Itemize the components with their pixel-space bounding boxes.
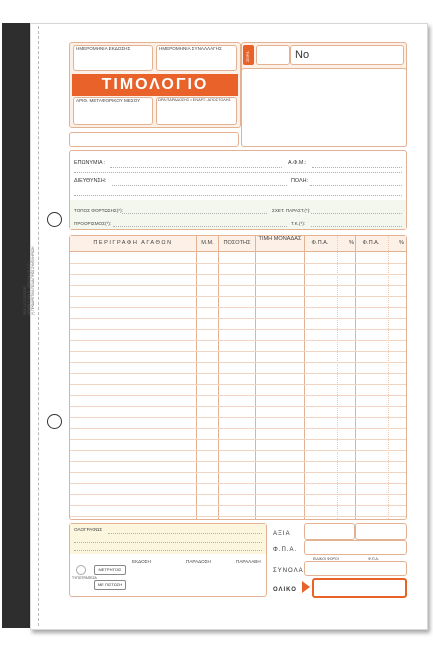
value-field[interactable] (304, 523, 355, 540)
vat-total-field[interactable] (304, 540, 407, 555)
binding-spine (2, 23, 30, 628)
destination-label: ΠΡΟΟΡΙΣΜΟΣ(*): (74, 221, 112, 226)
table-row[interactable] (70, 274, 406, 275)
side-line-2: ΑΡΘΡΟ 9 ΤΟΥ Ν. 4308/2014 (Ε.Λ.Π.) (27, 261, 31, 315)
value-label: ΑΞΙΑ (273, 531, 291, 537)
table-row[interactable] (70, 406, 406, 407)
in-words-label: ΟΛΟΓΡΑΦΩΣ (74, 527, 103, 532)
punch-hole-top (47, 212, 62, 227)
address-line-2[interactable] (74, 195, 402, 196)
table-row[interactable] (70, 296, 406, 297)
col-divider-pct-1 (337, 236, 338, 519)
related-doc-line[interactable] (311, 213, 402, 214)
table-row[interactable] (70, 362, 406, 363)
in-words-line-2[interactable] (74, 542, 262, 543)
header-vat-pct-2: % (399, 240, 404, 246)
header-quantity: ΠΟΣΟΤΗΣ (223, 240, 251, 246)
series-field[interactable] (256, 45, 290, 65)
loading-place-label: ΤΟΠΟΣ ΦΟΡΤΩΣΗΣ(*): (74, 208, 123, 213)
table-row[interactable] (70, 505, 406, 506)
stamp-area (241, 68, 407, 147)
table-row[interactable] (70, 472, 406, 473)
brand-label: ΤΥΠΟΤΡΑΠΕΖΑ (72, 576, 97, 580)
credit-option[interactable]: ΜΕ ΠΙΣΤΩΣΗ (94, 580, 126, 590)
city-line[interactable] (310, 185, 402, 186)
receipt-signature-label: ΠΑΡΑΛΑΒΗ (236, 559, 261, 564)
col-divider-4 (304, 236, 305, 519)
brand-logo-icon (76, 565, 86, 575)
perforation-line (38, 26, 39, 626)
postcode-line[interactable] (311, 226, 402, 227)
vat-number-label: Α.Φ.Μ.: (288, 160, 307, 166)
header-description: ΠΕΡΙΓΡΑΦΗ ΑΓΑΘΩΝ (93, 240, 173, 246)
col-divider-5 (355, 236, 356, 519)
table-row[interactable] (70, 329, 406, 330)
table-row[interactable] (70, 439, 406, 440)
postcode-label: Τ.Κ.(*): (291, 221, 306, 226)
in-words-line-1[interactable] (108, 533, 262, 534)
customer-name-label: ΕΠΩΝΥΜΙΑ : (74, 160, 106, 166)
table-row[interactable] (70, 428, 406, 429)
related-doc-label: ΣΧΕΤ. ΠΑΡΑΣΤ.(*): (272, 208, 311, 213)
issue-signature-label: ΕΚΔΟΣΗ (132, 559, 151, 564)
notes-field[interactable] (69, 132, 239, 147)
items-table (69, 235, 407, 520)
grand-total-arrow-icon (302, 581, 310, 593)
col-divider-pct-2 (388, 236, 389, 519)
number-label: No (295, 49, 310, 61)
grand-total-field[interactable] (312, 578, 407, 598)
side-line-1: ΦΕΚ 1 Α 07/05/2015 (23, 286, 27, 315)
cash-option[interactable]: ΜΕΤΡΗΤΟΙΣ (94, 565, 126, 575)
table-row[interactable] (70, 373, 406, 374)
city-label: ΠΟΛΗ: (291, 178, 308, 184)
table-row[interactable] (70, 307, 406, 308)
vat-number-line[interactable] (312, 167, 402, 168)
destination-line[interactable] (113, 226, 287, 227)
customer-name-line[interactable] (110, 167, 282, 168)
table-row[interactable] (70, 263, 406, 264)
special-taxes-label: ΕΙΔΙΚΟΙ ΦΟΡΟΙ (313, 557, 339, 561)
document-title: ΤΙΜΟΛΟΓΙΟ (72, 74, 238, 96)
delivery-time-label: ΩΡΑ ΠΑΡΑΔΟΣΗΣ • ΕΝΑΡΞ. ΑΠΟΣΤΟΛΗΣ (158, 98, 231, 102)
in-words-line-3[interactable] (74, 550, 262, 551)
header-vat-1: Φ.Π.Α. (311, 240, 329, 246)
optional-fields-shade (70, 200, 406, 229)
header-unit-price: ΤΙΜΗ ΜΟΝΑΔΑΣ (258, 236, 302, 242)
table-row[interactable] (70, 351, 406, 352)
grand-total-label: ΟΛΙΚΟ (273, 587, 297, 593)
delivery-signature-label: ΠΑΡΑΔΟΣΗ (186, 559, 211, 564)
value-field-2[interactable] (355, 523, 407, 540)
punch-hole-bottom (47, 414, 62, 429)
vat-total-label: Φ.Π.Α. (273, 547, 298, 553)
header-unit: Μ.Μ. (201, 240, 214, 246)
table-row[interactable] (70, 318, 406, 319)
table-row[interactable] (70, 483, 406, 484)
table-row[interactable] (70, 384, 406, 385)
loading-place-line[interactable] (122, 213, 267, 214)
col-divider-1 (196, 236, 197, 519)
address-line[interactable] (112, 185, 287, 186)
issue-date-label: ΗΜΕΡΟΜΗΝΙΑ ΕΚΔΟΣΗΣ (76, 46, 131, 51)
header-vat-2: Φ.Π.Α. (362, 240, 380, 246)
table-row[interactable] (70, 461, 406, 462)
series-label: ΣΕΙΡΑ (246, 51, 250, 62)
table-row[interactable] (70, 516, 406, 517)
table-row[interactable] (70, 417, 406, 418)
side-line-3: (*) ΠΡΟΑΙΡΕΤΙΚΑ ΠΕΔΙΑ ΠΡΟΣ ΣΥΜΠΛΗΡΩΣΗ (31, 246, 35, 315)
vat-sub-label: Φ.Π.Α. (368, 557, 379, 561)
header-vat-pct-1: % (349, 240, 354, 246)
address-label: ΔΙΕΥΘΥΝΣΗ: (74, 178, 107, 184)
table-row[interactable] (70, 285, 406, 286)
col-divider-2 (218, 236, 219, 519)
totals-field[interactable] (304, 561, 407, 576)
legal-side-text (23, 195, 35, 315)
totals-label: ΣΥΝΟΛΑ (273, 568, 304, 574)
table-row[interactable] (70, 450, 406, 451)
table-row[interactable] (70, 395, 406, 396)
col-divider-3 (255, 236, 256, 519)
vehicle-number-label: ΑΡΙΘ. ΜΕΤΑΦΟΡΙΚΟΥ ΜΕΣΟΥ (76, 98, 141, 103)
customer-name-line-2[interactable] (74, 172, 402, 173)
table-row[interactable] (70, 340, 406, 341)
table-row[interactable] (70, 494, 406, 495)
transaction-date-label: ΗΜΕΡΟΜΗΝΙΑ ΣΥΝΑΛΛΑΓΗΣ (159, 46, 222, 51)
